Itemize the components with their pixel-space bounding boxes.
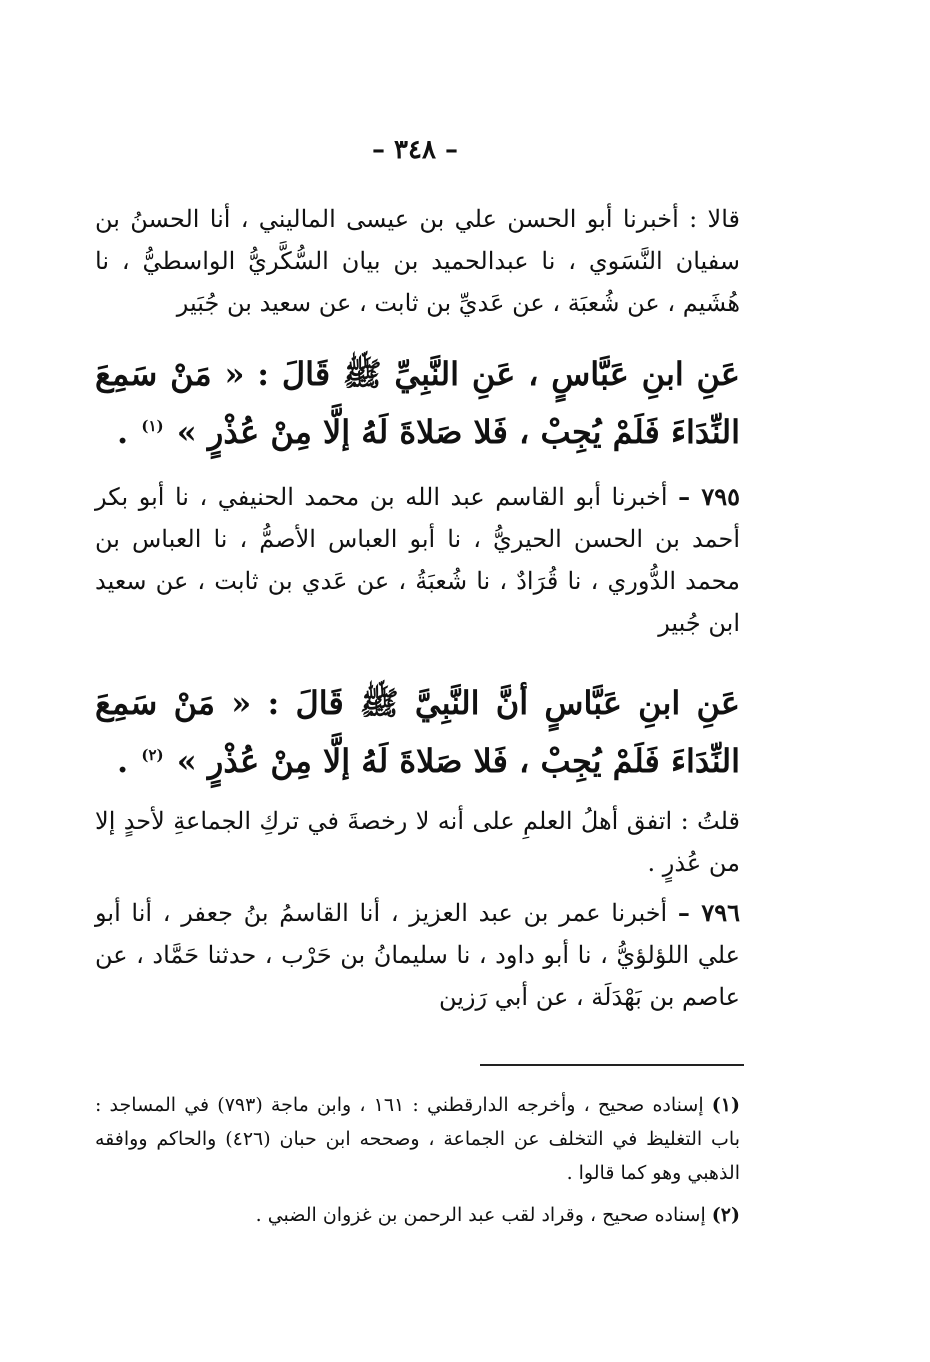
footnote-number: (١) (711, 1094, 740, 1116)
isnad-text: أخبرنا عمر بن عبد العزيز ، أنا القاسمُ بنُ جعفر ، أنا أبو علي اللؤلؤيُّ ، نا أبو داود ، نا سليمانُ بن حَرْب ، حدثنا حَمَّاد ، عن عاصم بن بَهْدَلَة ، عن أبي رَزين (95, 899, 740, 1011)
hadith-number-796: ٧٩٦ – (677, 898, 740, 927)
note-text: قلتُ : اتفق أهلُ العلمِ على أنه لا رخصةَ في تركِ الجماعةِ لأحدٍ إلا من عُذرٍ . (95, 807, 740, 877)
footnote-text: إسناده صحيح ، وقراد لقب عبد الرحمن بن غزوان الضبي . (255, 1204, 706, 1226)
page-number: – ٣٤٨ – (371, 135, 459, 165)
footnote-1 (95, 1088, 740, 1190)
footnote-number: (٢) (711, 1204, 740, 1226)
isnad-text: قالا : أخبرنا أبو الحسن علي بن عيسى الماليني ، أنا الحسنُ بن سفيان النَّسَوي ، نا عبدالحميد بن بيان السُّكَّريُّ الواسطيُّ ، نا هُشَيم ، عن شُعبَة ، عن عَديِّ بن ثابت ، عن سعيد بن جُبَير (95, 205, 741, 317)
matn-text: عَنِ ابنِ عَبَّاسٍ ، عَنِ النَّبِيِّ ﷺ قَالَ : « مَنْ سَمِعَ النِّدَاءَ فَلَمْ يُجِبْ ، فَلا صَلاةَ لَهُ إلَّا مِنْ عُذْرٍ » (95, 355, 741, 451)
matn-paragraph-795: عَنِ ابنِ عَبَّاسٍ أنَّ النَّبِيَّ ﷺ قَالَ : « مَنْ سَمِعَ النِّدَاءَ فَلَمْ يُجِبْ ، فَلا صَلاةَ لَهُ إلَّا مِنْ عُذْرٍ » $^{(٢)}$ . (95, 684, 740, 780)
matn-text: عَنِ ابنِ عَبَّاسٍ أنَّ النَّبِيَّ ﷺ قَالَ : « مَنْ سَمِعَ النِّدَاءَ فَلَمْ يُجِبْ ، فَلا صَلاةَ لَهُ إلَّا مِنْ عُذْرٍ » (95, 684, 740, 780)
footnote-text: إسناده صحيح ، وأخرجه الدارقطني : ١٦١ ، وابن ماجة (٧٩٣) في المساجد : باب التغليظ في التخلف عن الجماعة ، وصححه ابن حبان (٤٢٦) والحاكم ووافقه الذهبي وهو كما قالوا . (95, 1094, 740, 1184)
matn-paragraph-1: عَنِ ابنِ عَبَّاسٍ ، عَنِ النَّبِيِّ ﷺ قَالَ : « مَنْ سَمِعَ النِّدَاءَ فَلَمْ يُجِبْ ، فَلا صَلاةَ لَهُ إلَّا مِنْ عُذْرٍ » $^{(١)}$ . (95, 355, 741, 451)
isnad-paragraph-1 (95, 198, 740, 324)
hadith-number-795: ٧٩٥ – (678, 482, 740, 511)
isnad-paragraph-796 (95, 892, 740, 1018)
footnote-ref-1: (١) (141, 417, 164, 436)
footnotes (95, 1088, 740, 1240)
author-note (95, 800, 740, 884)
isnad-paragraph-795 (95, 476, 740, 644)
footnote-ref-2: (٢) (141, 746, 164, 765)
footnote-2 (95, 1198, 740, 1232)
footnote-divider (480, 1064, 744, 1066)
isnad-text: أخبرنا أبو القاسم عبد الله بن محمد الحنيفي ، نا أبو بكر أحمد بن الحسن الحيريُّ ، نا أبو العباس الأصمُّ ، نا العباس بن محمد الدُّوري ، نا قُرَادٌ ، نا شُعبَةُ ، عن عَدي بن ثابت ، عن سعيد ابن جُبير (95, 483, 740, 637)
